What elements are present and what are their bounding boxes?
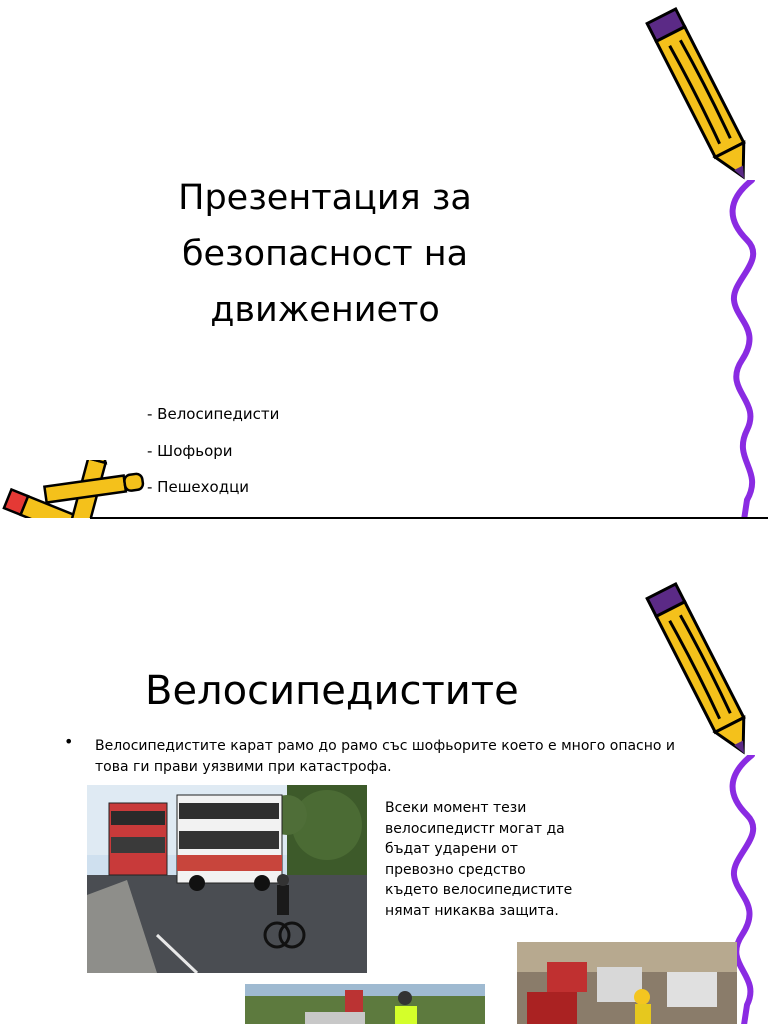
pencil-icon	[640, 575, 760, 760]
bullet-marker: •	[64, 732, 74, 751]
street-photo	[245, 984, 485, 1024]
item-pedestrians: - Пешеходци	[147, 478, 250, 496]
slide-2-title: Велосипедистите	[145, 668, 519, 714]
slide-divider	[90, 517, 768, 519]
traffic-photo	[517, 942, 737, 1024]
pencil-icon	[640, 0, 760, 185]
slide-1-title: Презентация за безопасност на движението	[178, 178, 472, 330]
slide-2	[0, 520, 768, 1024]
side-text: Всеки момент тези велосипедистr могат да бъдат ударени от превозно средство където велосипедистите нямат никаква защита.	[385, 800, 573, 919]
wavy-line-decoration	[722, 180, 768, 518]
bullet-text: Велосипедистите карат рамо до рамо със шофьорите което е много опасно и това ги прави уязвими при катастрофа.	[95, 738, 676, 775]
item-cyclists: - Велосипедисти	[147, 405, 280, 423]
bus-cyclist-photo	[87, 785, 367, 973]
item-drivers: - Шофьори	[147, 442, 233, 460]
crossed-pencils-icon	[0, 460, 160, 518]
